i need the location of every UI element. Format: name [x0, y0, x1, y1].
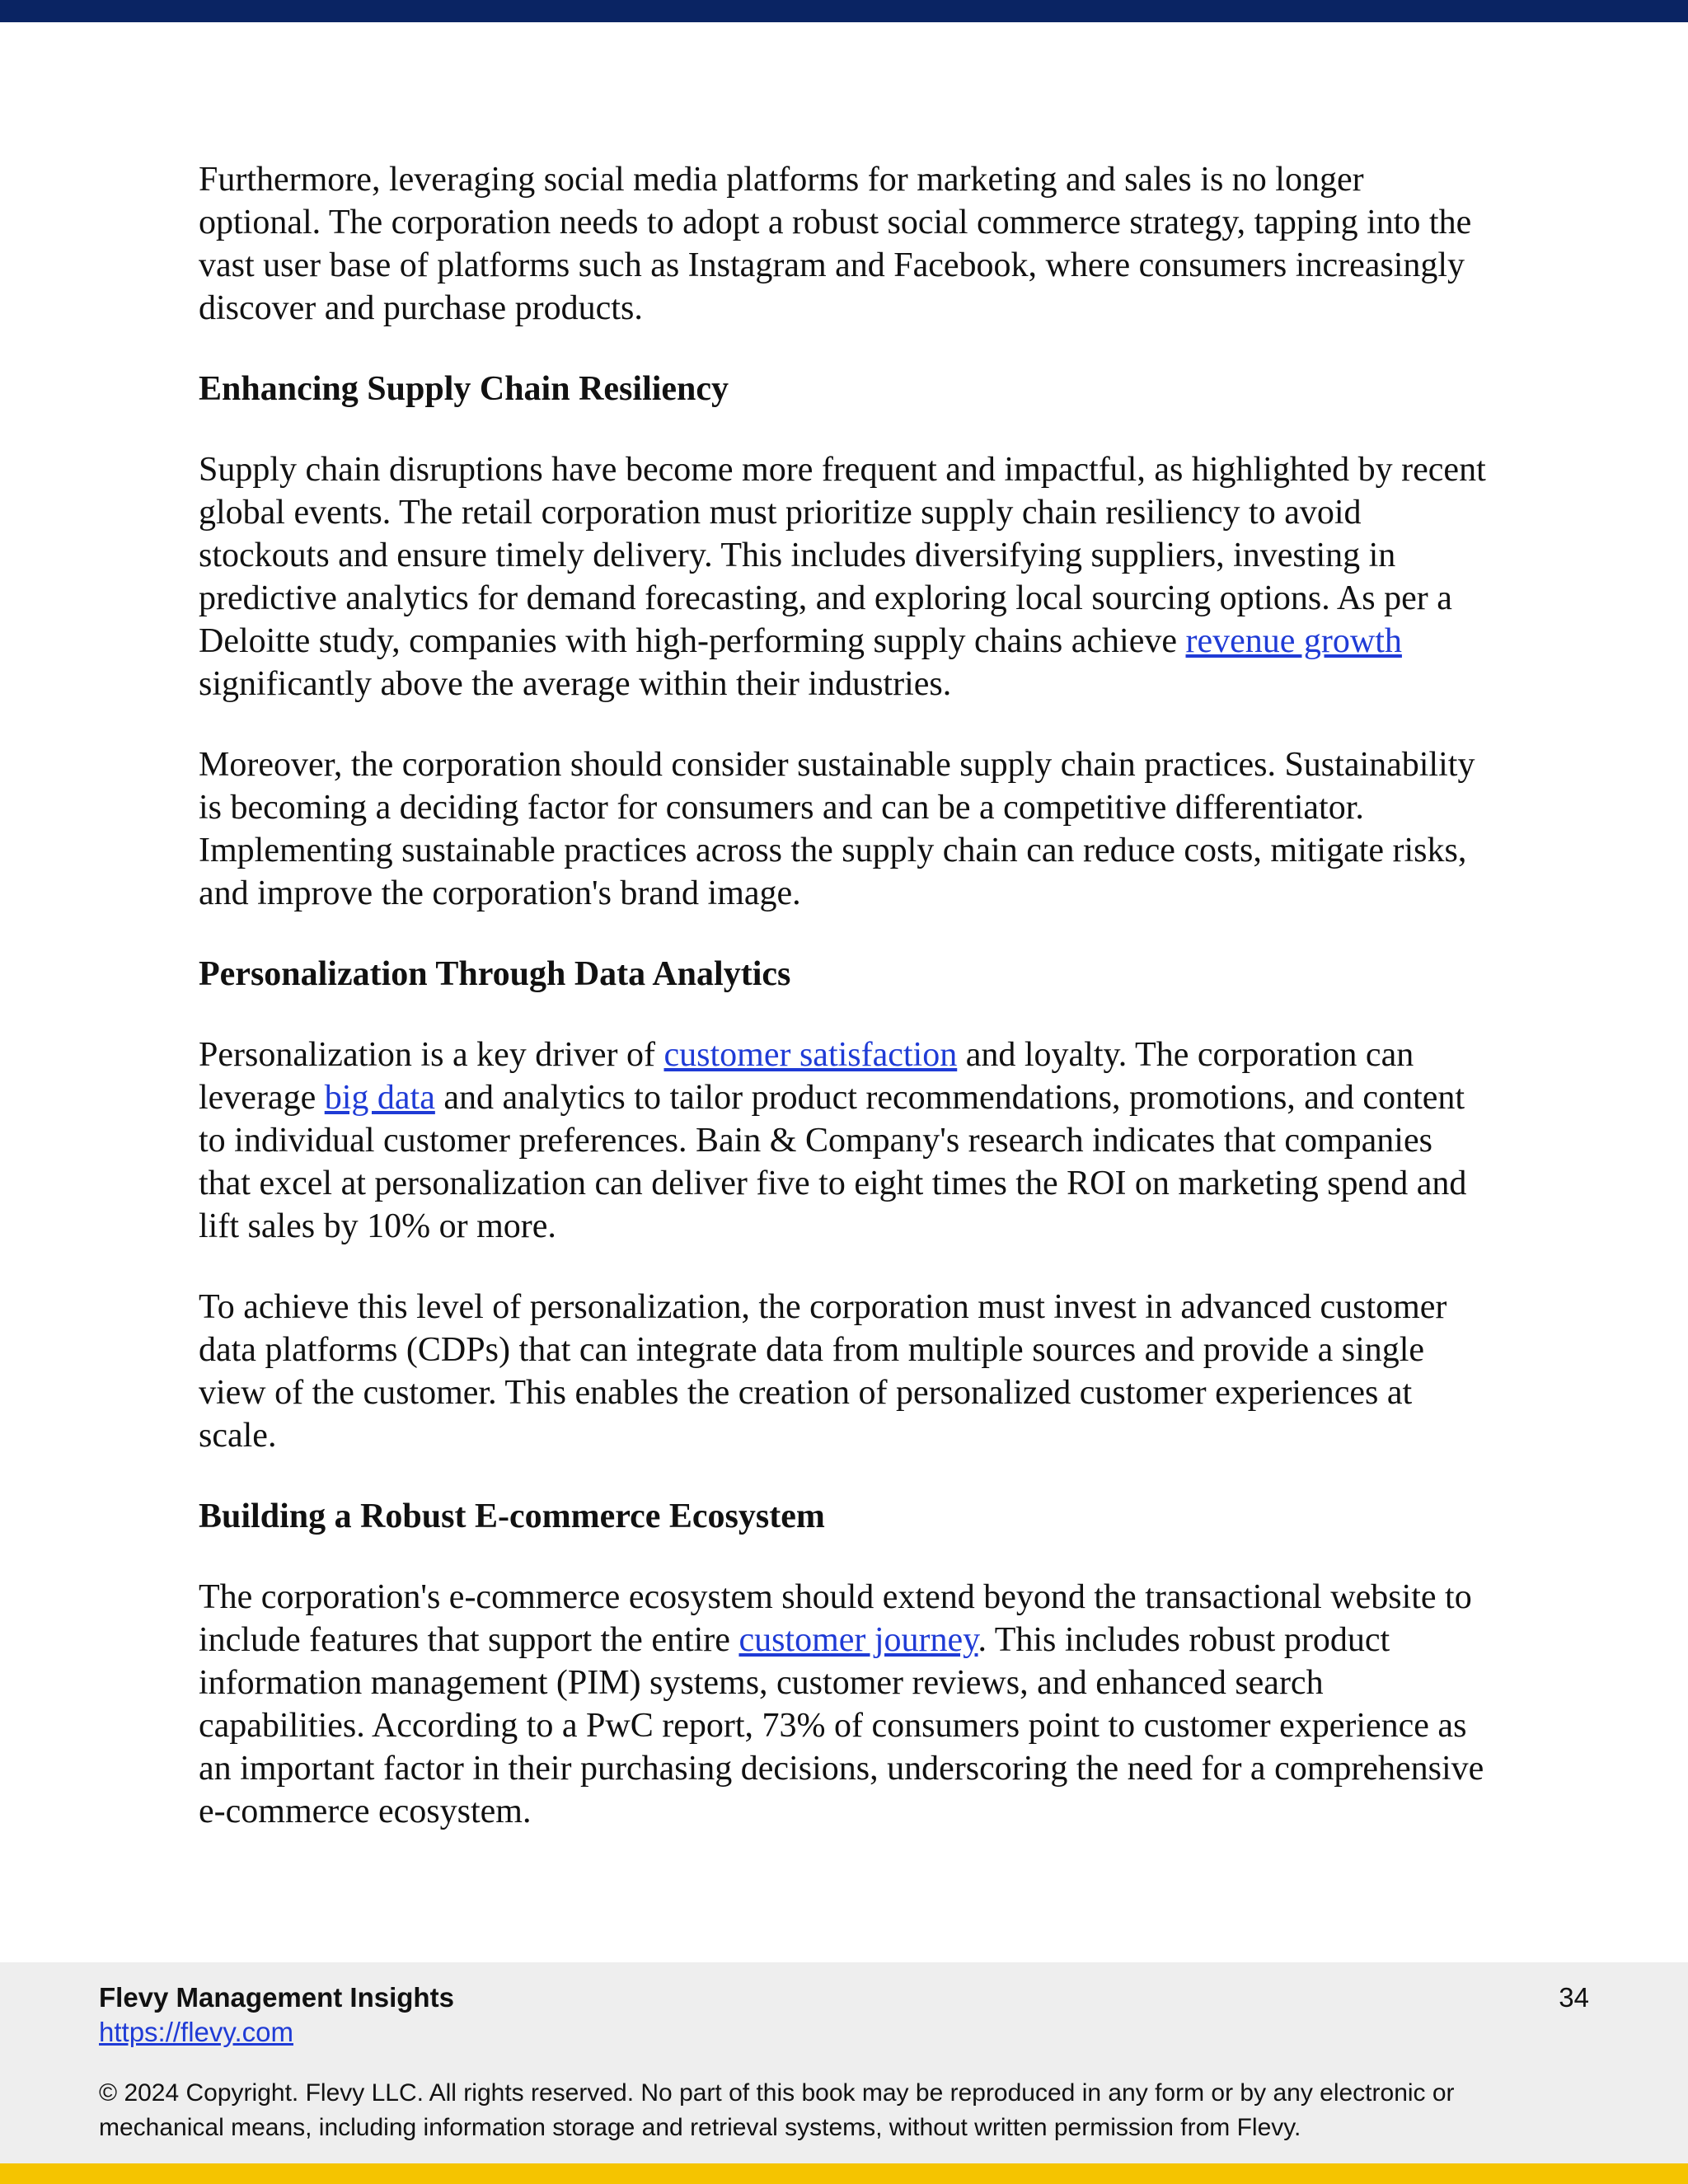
link-customer-journey[interactable]: customer journey — [738, 1621, 978, 1659]
paragraph-text: Personalization is a key driver of — [199, 1036, 664, 1074]
paragraph-cdp: To achieve this level of personalization, the corporation must invest in advanced customer data platforms (CDPs) that can integrate data from multiple sources and provide a single view of the customer. This enables the creation of personalized customer experiences at scale. — [199, 1288, 1447, 1455]
document-body — [199, 158, 1493, 1871]
heading-supply-chain: Enhancing Supply Chain Resiliency — [199, 370, 729, 408]
paragraph-supply-chain — [199, 448, 1493, 705]
heading-personalization: Personalization Through Data Analytics — [199, 955, 791, 993]
footer-copyright: © 2024 Copyright. Flevy LLC. All rights reserved. No part of this book may be reproduced in any form or by any electronic or mechanical means, including information storage and retrieval systems, without written permission from Flevy. — [99, 2079, 1455, 2141]
bottom-accent-bar — [0, 2163, 1688, 2184]
link-revenue-growth[interactable]: revenue growth — [1185, 622, 1402, 660]
paragraph-text: . This includes robust product information management (PIM) systems, customer reviews, and enhanced search capabilities. According to a PwC report, 73% of consumers point to customer experience as an important factor in their purchasing decisions, underscoring the need for a comprehensive e-commerce ecosystem. — [199, 1621, 1484, 1830]
paragraph-text: and analytics to tailor product recommendations, promotions, and content to individual customer preferences. Bain & Company's research indicates that companies that excel at personalization can deliver five to eight times the ROI on marketing spend and lift sales by 10% or more. — [199, 1079, 1467, 1245]
paragraph-sustainability: Moreover, the corporation should consider sustainable supply chain practices. Sustainability is becoming a deciding factor for consumers and can be a competitive differentiator. Implementing sustainable practices across the supply chain can reduce costs, mitigate risks, and improve the corporation's brand image. — [199, 746, 1475, 912]
top-accent-bar — [0, 0, 1688, 22]
paragraph-ecommerce — [199, 1576, 1493, 1833]
footer-title: Flevy Management Insights — [99, 1982, 454, 2013]
paragraph-text: Supply chain disruptions have become more frequent and impactful, as highlighted by recent global events. The retail corporation must prioritize supply chain resiliency to avoid stockouts and ensure timely delivery. This includes diversifying suppliers, investing in predictive analytics for demand forecasting, and exploring local sourcing options. As per a Deloitte study, companies with high-performing supply chains achieve — [199, 451, 1486, 660]
paragraph-social-commerce: Furthermore, leveraging social media platforms for marketing and sales is no longer optional. The corporation needs to adopt a robust social commerce strategy, tapping into the vast user base of platforms such as Instagram and Facebook, where consumers increasingly discover and purchase products. — [199, 161, 1472, 327]
page-number: 34 — [1559, 1982, 1589, 2013]
link-customer-satisfaction[interactable]: customer satisfaction — [663, 1036, 958, 1074]
link-big-data[interactable]: big data — [324, 1079, 435, 1117]
paragraph-text: The corporation's e-commerce ecosystem should extend beyond the transactional website to include features that support the entire — [199, 1578, 1472, 1659]
footer-url-link[interactable]: https://flevy.com — [99, 2017, 293, 2047]
page-footer — [0, 1962, 1688, 2163]
paragraph-text: and loyalty. The corporation can leverage — [199, 1036, 1414, 1117]
paragraph-personalization — [199, 1033, 1493, 1248]
heading-ecommerce: Building a Robust E-commerce Ecosystem — [199, 1497, 825, 1535]
paragraph-text: significantly above the average within their industries. — [199, 665, 952, 703]
